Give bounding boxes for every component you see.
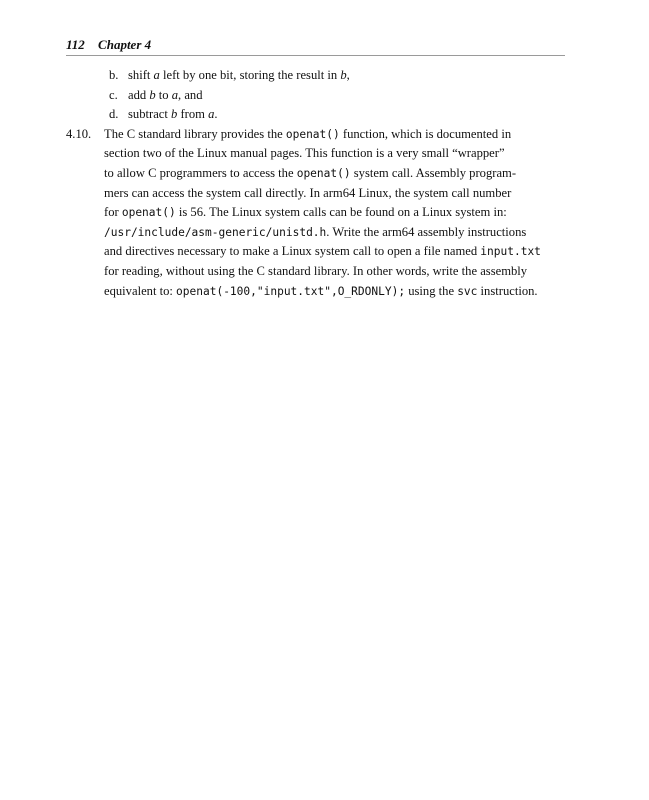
text-run: subtract [128,107,172,122]
text-run: , [346,68,350,82]
text-line [104,282,565,302]
text-run: and directives necessary to make a Linux system call to open a file named [104,244,481,259]
text-run: for reading, without using the C standard library. In other words, write the assembly [104,263,528,278]
subitem-label: b. [109,68,119,82]
text-run: from [177,107,209,122]
code-run: openat(-100,"input.txt",O_RDONLY); [176,284,406,298]
math-var: b [149,87,156,102]
exercise-number: 4.10. [66,126,92,141]
text-run: is 56. The Linux system calls can be found on a Linux system in: [175,205,507,220]
page-number: 112 [66,37,85,52]
code-run: openat() [296,166,351,180]
text-line [104,164,565,184]
subitem-c [66,86,565,106]
text-line [104,125,565,145]
code-run: openat() [121,206,176,220]
text-run: equivalent to: [104,283,177,298]
text-line [104,144,565,164]
code-run: openat() [285,127,340,141]
text-run: section two of the Linux manual pages. This function is a very small “wrapper” [104,146,505,161]
math-var: a [171,87,179,102]
text-run: instruction. [477,283,538,298]
text-run: function, which is documented in [339,126,512,141]
text-run: system call. Assembly program- [350,165,517,180]
chapter-title: Chapter 4 [98,37,152,52]
text-run: The C standard library provides the [104,126,286,141]
subitem-d [66,105,565,125]
subitem-label: c. [109,87,118,102]
text-run: shift [128,68,154,82]
text-run: using the [405,283,458,298]
code-run: input.txt [480,245,541,259]
subitem-label: d. [109,107,119,122]
text-line [104,262,565,282]
text-line [104,203,565,223]
subitem-text [128,86,203,106]
math-var: b [171,107,178,122]
subitem-text [128,66,350,86]
text-run: add [128,87,150,102]
text-run: for [104,205,122,220]
text-run: . [214,107,218,122]
text-run: to allow C programmers to access the [104,165,297,180]
exercise-4-10 [66,125,565,301]
exercise-body [104,125,565,301]
page-header [66,37,565,56]
text-run: to [155,87,172,102]
text-line [104,223,565,243]
math-var: b [340,68,347,82]
code-run: svc [457,284,478,298]
exercise-block [66,66,565,301]
text-run: left by one bit, storing the result in [159,68,341,82]
code-run: /usr/include/asm-generic/unistd.h [104,225,327,239]
text-run: mers can access the system call directly. In arm64 Linux, the system call number [104,185,512,200]
math-var: a [208,107,215,122]
subitem-b [66,66,565,86]
text-run: . Write the arm64 assembly instructions [326,224,527,239]
text-line [104,242,565,262]
subitem-text [128,105,218,125]
text-run: , and [178,87,203,102]
math-var: a [153,68,160,82]
text-line [104,184,565,204]
